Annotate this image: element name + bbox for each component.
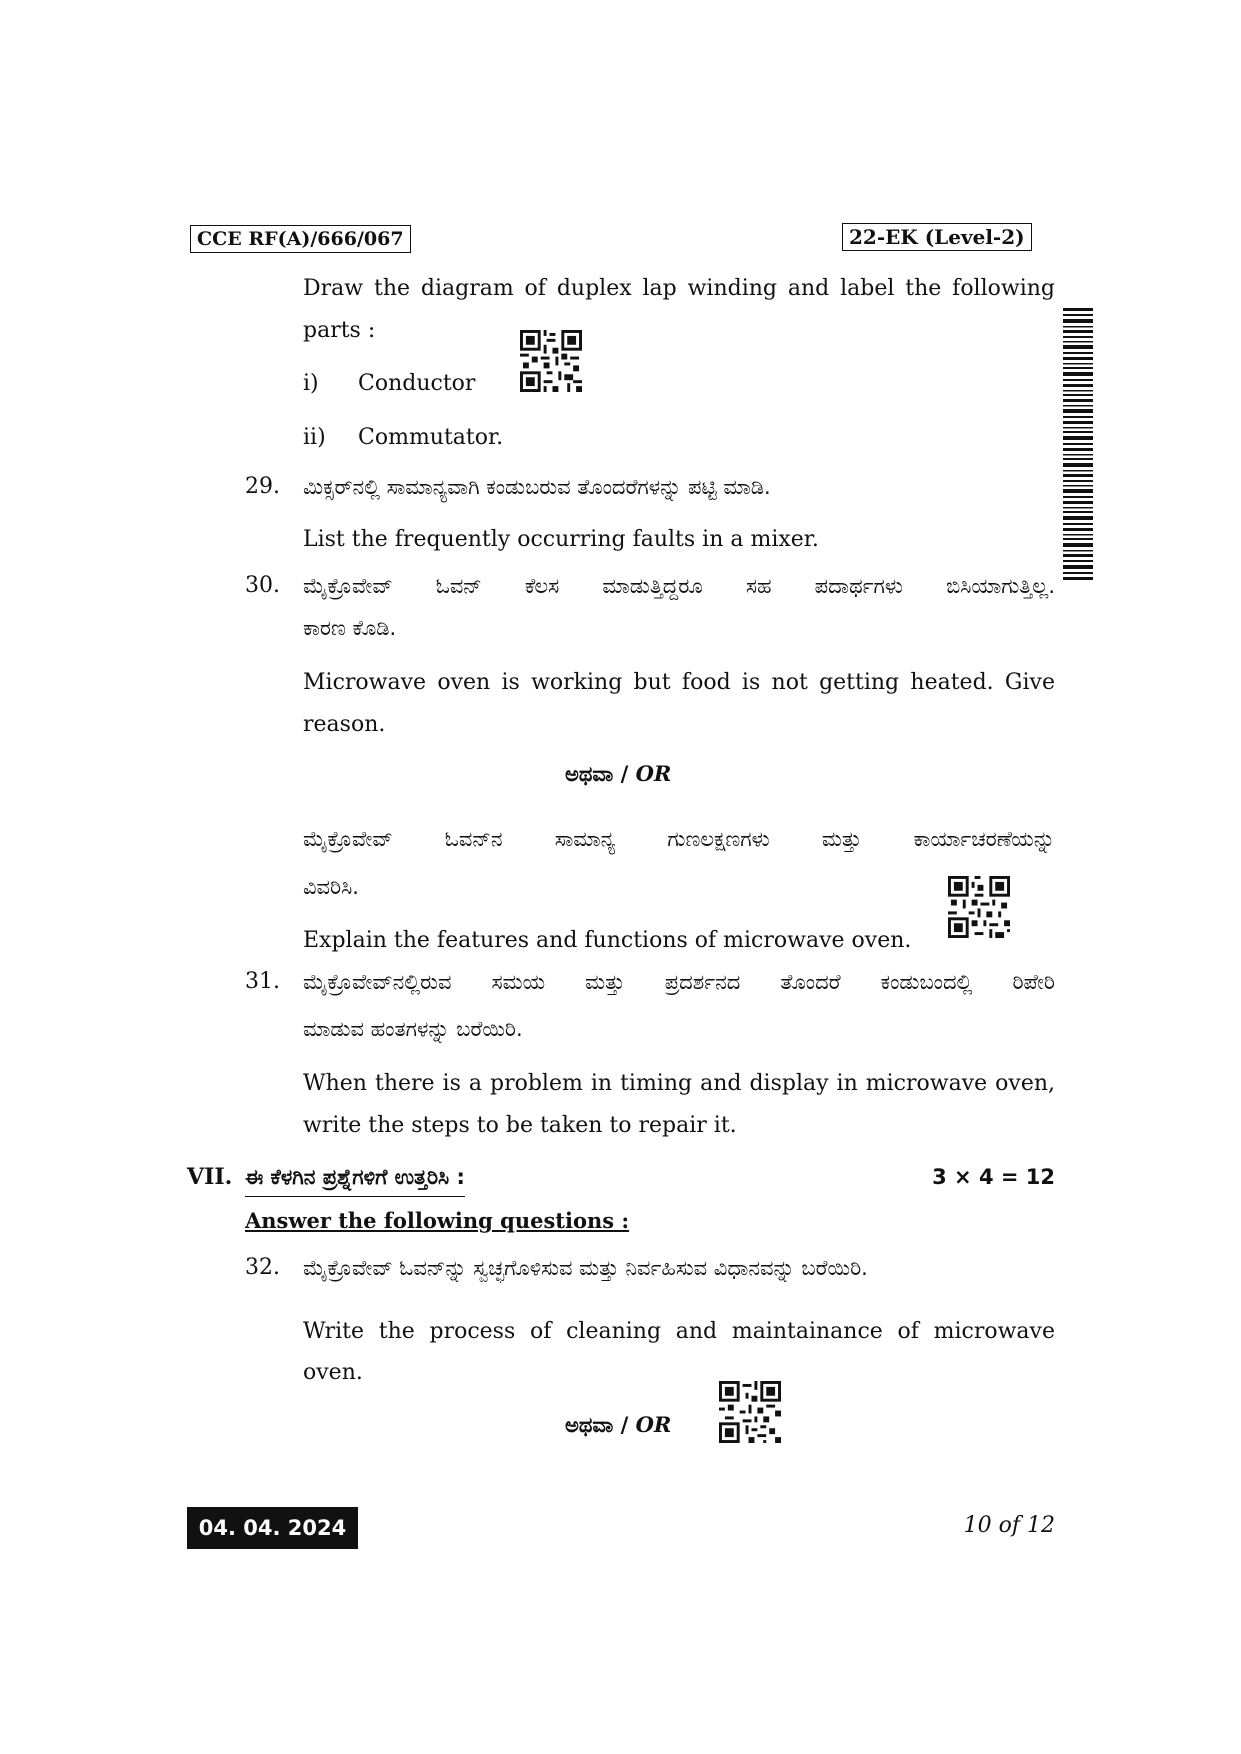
q29-kannada: ಮಿಕ್ಸರ್‌ನಲ್ಲಿ ಸಾಮಾನ್ಯವಾಗಿ ಕಂಡುಬರುವ ತೊಂದರೆಗಳನ್ನು ಪಟ್ಟಿ ಮಾಡಿ. bbox=[303, 475, 771, 499]
section-marks: 3 × 4 = 12 bbox=[932, 1165, 1055, 1189]
section-heading-kannada: ಈ ಕೆಳಗಿನ ಪ್ರಶ್ನೆಗಳಿಗೆ ಉತ್ತರಿಸಿ : bbox=[245, 1162, 465, 1197]
q31-english-line2: write the steps to be taken to repair it. bbox=[303, 1113, 737, 1138]
q30-alt-kannada-line2: ವಿವರಿಸಿ. bbox=[303, 875, 359, 899]
q32-number: 32. bbox=[245, 1255, 280, 1280]
q28-part2-number: ii) bbox=[303, 425, 326, 450]
q30-alt-kannada-line1: ಮೈಕ್ರೊವೇವ್ ಓವನ್‌ನ ಸಾಮಾನ್ಯ ಗುಣಲಕ್ಷಣಗಳು ಮತ್ತು ಕಾರ್ಯಾಚರಣೆಯನ್ನು bbox=[303, 827, 1055, 851]
q32-or-separator: ಅಥವಾ / OR bbox=[565, 1412, 672, 1437]
q30-kannada-line1: ಮೈಕ್ರೊವೇವ್ ಓವನ್ ಕೆಲಸ ಮಾಡುತ್ತಿದ್ದರೂ ಸಹ ಪದಾರ್ಥಗಳು ಬಿಸಿಯಾಗುತ್ತಿಲ್ಲ. bbox=[303, 574, 1055, 598]
q29-number: 29. bbox=[245, 474, 280, 499]
q30-english-line1: Microwave oven is working but food is not getting heated. Give bbox=[303, 670, 1055, 695]
q32-kannada: ಮೈಕ್ರೊವೇವ್ ಓವನ್‌ನ್ನು ಸ್ವಚ್ಛಗೊಳಿಸುವ ಮತ್ತು ನಿರ್ವಹಿಸುವ ವಿಧಾನವನ್ನು ಬರೆಯಿರಿ. bbox=[303, 1256, 868, 1280]
section-heading-english: Answer the following questions : bbox=[245, 1208, 630, 1233]
paper-code: CCE RF(A)/666/067 bbox=[190, 225, 411, 253]
q28-text-line1: Draw the diagram of duplex lap winding and label the following bbox=[303, 276, 1055, 301]
exam-date: 04. 04. 2024 bbox=[187, 1507, 358, 1549]
q30-english-line2: reason. bbox=[303, 712, 386, 737]
q29-english: List the frequently occurring faults in a mixer. bbox=[303, 527, 819, 552]
subject-code: 22-EK (Level-2) bbox=[842, 223, 1032, 251]
q28-part1-number: i) bbox=[303, 371, 319, 396]
q31-number: 31. bbox=[245, 969, 280, 994]
q28-text-line2: parts : bbox=[303, 318, 376, 343]
q31-english-line1: When there is a problem in timing and display in microwave oven, bbox=[303, 1071, 1055, 1096]
q30-number: 30. bbox=[245, 573, 280, 598]
q28-part1-text: Conductor bbox=[358, 371, 476, 396]
barcode-image bbox=[1063, 308, 1093, 580]
q31-kannada-line1: ಮೈಕ್ರೊವೇವ್‌ನಲ್ಲಿರುವ ಸಮಯ ಮತ್ತು ಪ್ರದರ್ಶನದ ತೊಂದರೆ ಕಂಡುಬಂದಲ್ಲಿ ರಿಪೇರಿ bbox=[303, 970, 1055, 994]
q28-part2-text: Commutator. bbox=[358, 425, 504, 450]
page-number: 10 of 12 bbox=[963, 1513, 1055, 1538]
section-roman-number: VII. bbox=[187, 1164, 233, 1190]
q32-english-line1: Write the process of cleaning and maintainance of microwave bbox=[303, 1319, 1055, 1344]
q30-alt-english: Explain the features and functions of microwave oven. bbox=[303, 928, 912, 953]
q30-or-separator: ಅಥವಾ / OR bbox=[565, 761, 672, 786]
q31-kannada-line2: ಮಾಡುವ ಹಂತಗಳನ್ನು ಬರೆಯಿರಿ. bbox=[303, 1017, 523, 1041]
q32-english-line2: oven. bbox=[303, 1360, 363, 1385]
q30-kannada-line2: ಕಾರಣ ಕೊಡಿ. bbox=[303, 616, 397, 640]
qr-code-icon bbox=[719, 1381, 781, 1443]
